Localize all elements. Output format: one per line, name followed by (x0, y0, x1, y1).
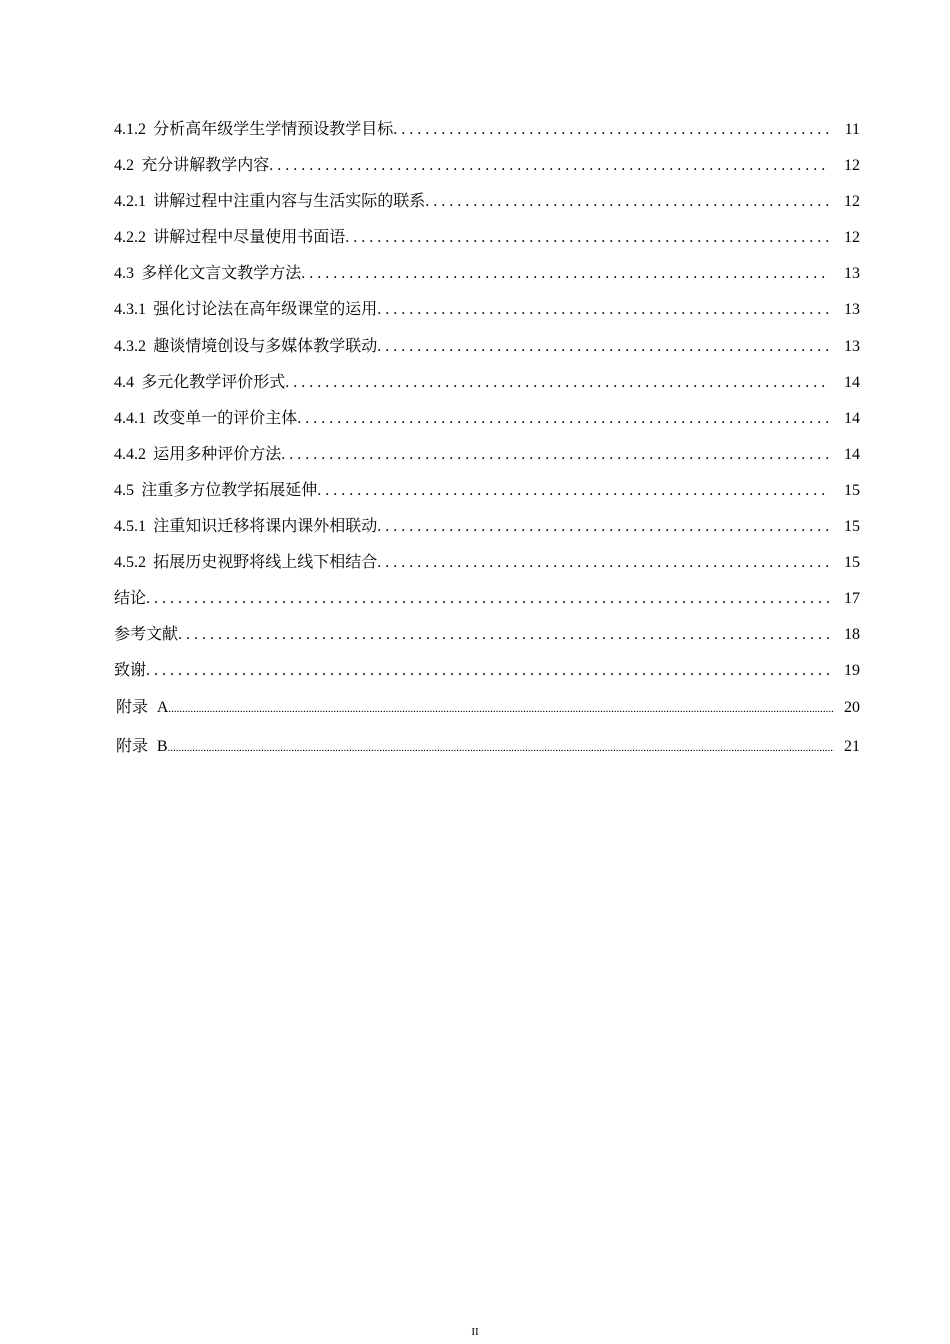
toc-entry[interactable] (114, 226, 860, 262)
toc-entry[interactable] (114, 154, 860, 190)
toc-entry-label (114, 190, 425, 214)
toc-entry-number: 4.1.2 (114, 121, 146, 138)
toc-entry-label (114, 587, 146, 611)
dot-leader (377, 551, 830, 575)
toc-entry-number: 4.5 (114, 481, 134, 499)
toc-entry[interactable] (114, 443, 860, 479)
dot-leader (281, 443, 830, 467)
toc-entry-number: 4.4.2 (114, 445, 146, 463)
toc-entry-page: 19 (844, 662, 860, 680)
toc-appendix-entry[interactable] (114, 735, 860, 774)
toc-entry-title: 充分讲解教学内容 (141, 157, 270, 175)
toc-entry-number: 4.4.1 (114, 409, 146, 427)
toc-entry-label (116, 735, 167, 759)
table-of-contents (114, 118, 860, 774)
toc-entry-page: 14 (844, 373, 860, 391)
toc-entry-page: 12 (844, 157, 860, 175)
toc-entry-label (114, 407, 297, 431)
dot-leader (297, 407, 830, 431)
dot-leader (146, 587, 830, 611)
dot-leader (377, 515, 830, 539)
toc-entry-label (114, 262, 301, 286)
dot-leader (345, 226, 830, 250)
toc-entry-page: 14 (844, 445, 860, 463)
toc-entry-label (114, 118, 393, 142)
toc-entry-page: 14 (844, 409, 860, 427)
appendix-word: 附录 (116, 698, 149, 716)
dot-leader (269, 154, 830, 178)
dot-leader (377, 335, 830, 359)
toc-entry-title: 拓展历史视野将线上线下相结合 (153, 554, 378, 572)
toc-entry-number: 4.3 (114, 265, 134, 283)
toc-entry-page: 12 (844, 229, 860, 247)
toc-entry[interactable] (114, 623, 860, 659)
toc-entry-page: 18 (844, 626, 860, 644)
toc-entry-page: 17 (844, 590, 860, 608)
dot-leader (178, 623, 830, 647)
toc-entry-label (114, 298, 377, 322)
toc-entry[interactable] (114, 587, 860, 623)
toc-entry[interactable] (114, 298, 860, 334)
toc-entry-title: 讲解过程中尽量使用书面语 (153, 229, 346, 247)
dot-leader (425, 190, 830, 214)
toc-entry-page: 21 (844, 737, 860, 755)
toc-entry-number: 4.4 (114, 373, 134, 391)
toc-entry-number: 4.3.1 (114, 301, 146, 319)
toc-entry[interactable] (114, 407, 860, 443)
toc-entry-title: 强化讨论法在高年级课堂的运用 (153, 301, 378, 319)
toc-entry[interactable] (114, 515, 860, 551)
toc-entry-page: 13 (844, 337, 860, 355)
appendix-letter: A (156, 698, 169, 716)
toc-entry-title: 注重多方位教学拓展延伸 (141, 481, 318, 499)
toc-entry-number: 4.2.2 (114, 229, 146, 247)
toc-entry-title: 注重知识迁移将课内课外相联动 (153, 518, 378, 536)
dot-leader (377, 298, 830, 322)
toc-entry-label (116, 696, 168, 720)
toc-entry-title: 讲解过程中注重内容与生活实际的联系 (153, 193, 426, 211)
toc-entry-label (114, 623, 178, 647)
toc-entry-label (114, 154, 269, 178)
appendix-word: 附录 (116, 737, 149, 755)
toc-entry-label (114, 551, 377, 575)
toc-appendix-entry[interactable] (114, 696, 860, 735)
toc-entry-page: 15 (844, 554, 860, 572)
toc-entry-page: 15 (844, 518, 860, 536)
toc-entry[interactable] (114, 118, 860, 154)
toc-entry-number: 4.3.2 (114, 337, 146, 355)
toc-entry-title: 改变单一的评价主体 (153, 409, 298, 427)
toc-entry-title: 结论 (114, 590, 147, 608)
toc-entry-page: 15 (844, 481, 860, 499)
toc-entry-label (114, 226, 345, 250)
toc-entry-page: 12 (844, 193, 860, 211)
toc-entry-page: 20 (844, 698, 860, 716)
toc-entry-label (114, 371, 285, 395)
toc-entry[interactable] (114, 371, 860, 407)
toc-entry[interactable] (114, 551, 860, 587)
toc-entry-title: 运用多种评价方法 (153, 445, 282, 463)
toc-entry-number: 4.5.2 (114, 554, 146, 572)
toc-entry[interactable] (114, 335, 860, 371)
dot-leader (146, 659, 830, 683)
toc-entry-label (114, 659, 146, 683)
dot-leader (393, 118, 830, 142)
toc-entry-title: 多元化教学评价形式 (141, 373, 286, 391)
toc-entry-number: 4.2 (114, 157, 134, 175)
toc-entry-page: 13 (844, 265, 860, 283)
dot-leader (301, 262, 830, 286)
toc-entry-page: 13 (844, 301, 860, 319)
toc-entry-number: 4.5.1 (114, 518, 146, 536)
toc-entry-title: 分析高年级学生学情预设教学目标 (153, 121, 394, 138)
dot-leader (168, 697, 834, 721)
toc-entry-title: 趣谈情境创设与多媒体教学联动 (153, 337, 378, 355)
toc-entry-title: 参考文献 (114, 626, 179, 644)
toc-entry-label (114, 443, 281, 467)
toc-entry[interactable] (114, 190, 860, 226)
toc-entry-label (114, 479, 317, 503)
toc-entry-label (114, 335, 377, 359)
toc-entry-title: 多样化文言文教学方法 (141, 265, 302, 283)
toc-entry[interactable] (114, 659, 860, 695)
toc-entry-page: 11 (844, 121, 860, 138)
dot-leader (285, 371, 830, 395)
dot-leader (317, 479, 830, 503)
page-number: II (471, 1326, 479, 1338)
toc-entry-title: 致谢 (114, 662, 147, 680)
appendix-letter: B (156, 737, 168, 755)
dot-leader (167, 736, 834, 760)
toc-entry-label (114, 515, 377, 539)
toc-entry[interactable] (114, 262, 860, 298)
toc-entry-number: 4.2.1 (114, 193, 146, 211)
toc-entry[interactable] (114, 479, 860, 515)
